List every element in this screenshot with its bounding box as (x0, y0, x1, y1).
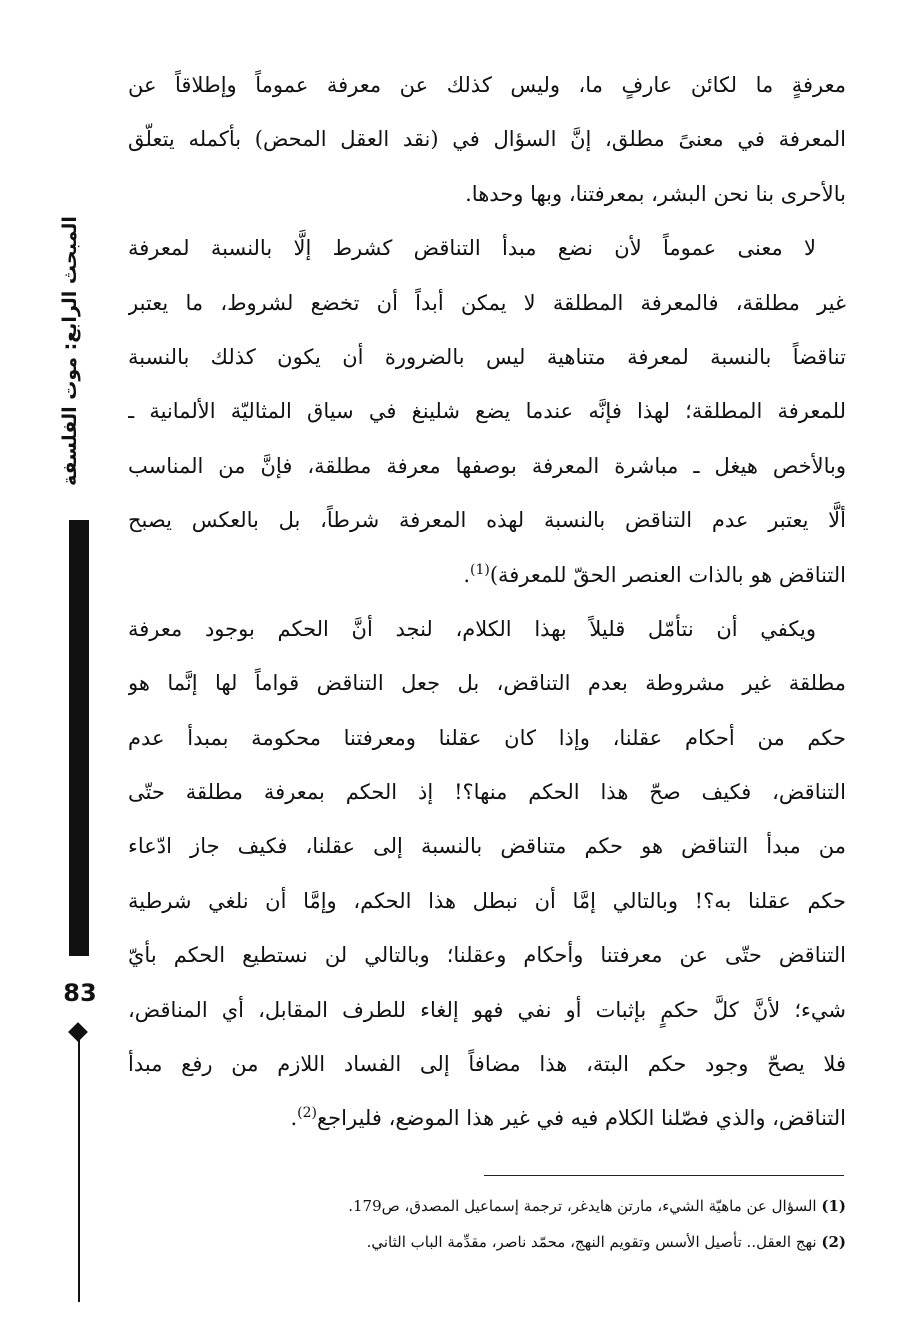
body-line: معرفةٍ ما لكائن عارفٍ ما، وليس كذلك عن معرفة عموماً وإطلاقاً عن (128, 73, 846, 97)
sentence-end-period: . (463, 562, 470, 587)
body-line: فلا يصحّ وجود حكم البتة، هذا مضافاً إلى الفساد اللازم من رفع مبدأ (128, 1052, 846, 1077)
body-line: تناقضاً بالنسبة لمعرفة متناهية ليس بالضرورة أن يكون كذلك بالنسبة (128, 344, 846, 369)
body-line: لا معنى عموماً لأن نضع مبدأ التناقض كشرط إلَّا بالنسبة لمعرفة (128, 236, 816, 261)
footnote-item (200, 1188, 846, 1224)
diamond-ornament-icon (68, 1022, 88, 1042)
side-decorative-bar (69, 520, 89, 956)
page-number: 83 (63, 979, 97, 1007)
body-line: ألَّا يعتبر عدم التناقض بالنسبة لهذه المعرفة شرطاً، بل بالعكس يصبح (128, 508, 846, 533)
body-line-with-footnote (128, 1091, 846, 1145)
body-line: غير مطلقة، فالمعرفة المطلقة لا يمكن أبداً أن تخضع لشروط، ما يعتبر (128, 290, 846, 315)
footnote-text: السؤال عن ماهيّة الشيء، مارتن هايدغر، ترجمة إسماعيل المصدق، ص179. (348, 1197, 817, 1215)
sentence-end-period: . (290, 1106, 298, 1131)
footnote-number: (2) (821, 1233, 846, 1251)
body-line: التناقض، فكيف صحّ هذا الحكم منها؟! إذ الحكم بمعرفة مطلقة حتّى (128, 780, 846, 805)
footnote-reference-2: (2) (297, 1105, 317, 1122)
body-line-text: التناقض، والذي فصّلنا الكلام فيه في غير هذا الموضع، فليراجع (317, 1106, 846, 1131)
footnote-item (200, 1224, 846, 1260)
footnote-divider (484, 1175, 844, 1176)
footnote-reference-1: (1) (470, 561, 490, 578)
body-line: التناقض حتّى عن معرفتنا وأحكام وعقلنا؛ وبالتالي لن نستطيع الحكم بأيّ (128, 943, 846, 968)
body-line: مطلقة غير مشروطة بعدم التناقض، بل جعل التناقض قواماً لها إنَّما هو (128, 671, 846, 696)
body-line: بالأحرى بنا نحن البشر، بمعرفتنا، وبها وحدها. (465, 181, 846, 206)
footnotes (200, 1188, 846, 1260)
body-line: وبالأخص هيغل ـ مباشرة المعرفة بوصفها معرفة مطلقة، فإنَّ من المناسب (128, 453, 846, 478)
body-line-with-footnote (128, 548, 846, 602)
body-line: المعرفة في معنىً مطلق، إنَّ السؤال في (نقد العقل المحض) بأكمله يتعلّق (128, 127, 846, 152)
footnote-text: نهج العقل.. تأصيل الأسس وتقويم النهج، محمّد ناصر، مقدِّمة الباب الثاني. (366, 1233, 817, 1251)
body-line-text: التناقض هو بالذات العنصر الحقّ للمعرفة) (489, 562, 846, 587)
body-line: حكم من أحكام عقلنا، وإذا كان عقلنا ومعرفتنا محكومة بمبدأ عدم (128, 725, 846, 750)
body-text (128, 58, 846, 1146)
footnote-number: (1) (821, 1197, 846, 1215)
body-line: حكم عقلنا به؟! وبالتالي إمَّا أن نبطل هذا الحكم، وإمَّا أن نلغي شرطية (128, 888, 846, 913)
side-decorative-line (78, 1040, 80, 1302)
body-line: شيء؛ لأنَّ كلَّ حكمٍ بإثبات أو نفي فهو إلغاء للطرف المقابل، أي المناقض، (128, 997, 846, 1022)
body-line: من مبدأ التناقض هو حكم متناقض بالنسبة إلى عقلنا، فكيف جاز ادّعاء (128, 834, 846, 859)
body-line: ويكفي أن نتأمّل قليلاً بهذا الكلام، لنجد أنَّ الحكم بوجود معرفة (128, 616, 816, 641)
running-header-title: المبحث الرابع: موت الفلسفة (59, 216, 81, 486)
body-line: للمعرفة المطلقة؛ لهذا فإنَّه عندما يضع شلينغ في سياق المثاليّة الألمانية ـ (128, 399, 846, 424)
